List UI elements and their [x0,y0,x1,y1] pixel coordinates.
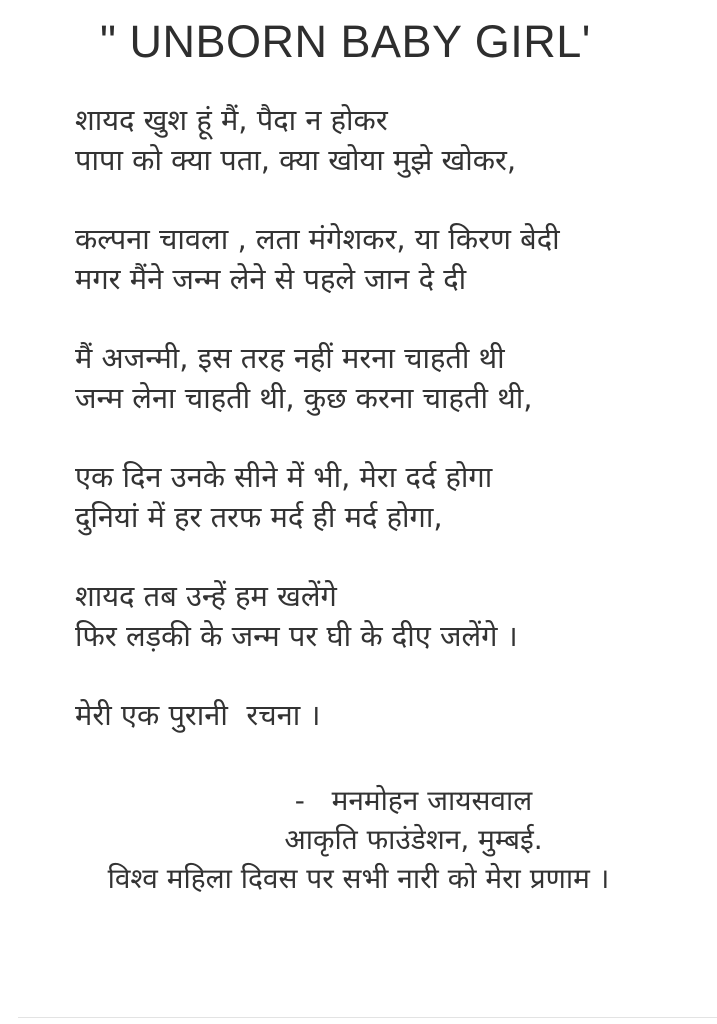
poem-line: शायद खुश हूं मैं, पैदा न होकर [75,103,388,137]
stanza-3 [75,338,687,418]
stanza-4 [75,457,687,537]
poem-line: मगर मैंने जन्म लेने से पहले जान दे दी [75,262,467,296]
poem-body [75,100,687,774]
poem-line: शायद तब उन्हें हम खलेंगे [75,579,337,613]
poem-line: कल्पना चावला , लता मंगेशकर, या किरण बेदी [75,222,560,256]
organization-name: आकृति फाउंडेशन, मुम्बई. [284,823,543,856]
poem-line: मेरी एक पुरानी रचना । [75,698,321,732]
poem-line: मैं अजन्मी, इस तरह नहीं मरना चाहती थी [75,341,505,375]
stanza-1 [75,100,687,180]
author-name: - मनमोहन जायसवाल [294,784,533,817]
stanza-5 [75,576,687,656]
dedication-line: विश्व महिला दिवस पर सभी नारी को मेरा प्रणाम । [107,862,610,895]
poem-title: " UNBORN BABY GIRL' [100,16,591,67]
poem-line: दुनियां में हर तरफ मर्द ही मर्द होगा, [75,500,443,534]
poem-line: पापा को क्या पता, क्या खोया मुझे खोकर, [75,143,517,177]
poem-line: फिर लड़की के जन्म पर घी के दीए जलेंगे । [75,619,518,653]
closing-note [75,695,687,735]
poem-line: एक दिन उनके सीने में भी, मेरा दर्द होगा [75,460,493,494]
stanza-2 [75,219,687,299]
signature-block [0,781,717,898]
bottom-divider [18,1017,717,1018]
poem-line: जन्म लेना चाहती थी, कुछ करना चाहती थी, [75,381,533,415]
